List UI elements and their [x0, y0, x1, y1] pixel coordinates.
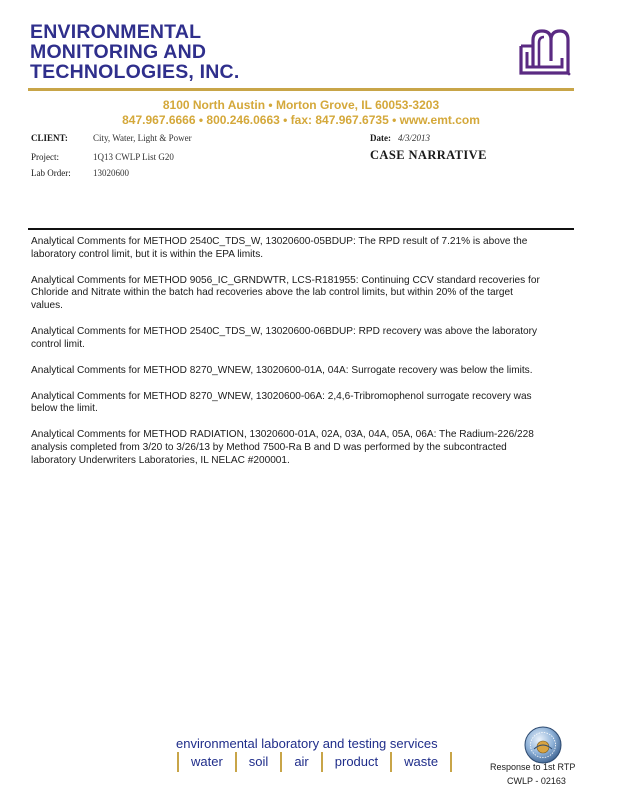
service-soil: soil	[235, 752, 281, 772]
comment-paragraph: Analytical Comments for METHOD 8270_WNEW, 13020600-01A, 04A: Surrogate recovery was below the limits.	[31, 364, 533, 376]
emt-logo-icon	[518, 26, 572, 76]
comment-paragraph: Analytical Comments for METHOD 8270_WNEW, 13020600-06A: 2,4,6-Tribromophenol surrogate recovery was below the limit.	[31, 390, 532, 415]
comments-section	[31, 236, 541, 481]
footer-tagline: environmental laboratory and testing services	[176, 736, 438, 751]
comment-paragraph: Analytical Comments for METHOD 2540C_TDS_W, 13020600-05BDUP: The RPD result of 7.21% is above the laboratory control limit, but it is within the EPA limits.	[31, 236, 528, 260]
services-list	[177, 752, 452, 772]
service-waste: waste	[390, 752, 452, 772]
response-note: Response to 1st RTP	[490, 762, 576, 772]
service-product: product	[321, 752, 390, 772]
date-value: 4/3/2013	[398, 133, 431, 143]
comment-paragraph: Analytical Comments for METHOD 9056_IC_GRNDWTR, LCS-R181955: Continuing CCV standard recoveries for Chloride and Nitrate within the batch had recoveries above the lab control limits, but within 20% of the target values.	[31, 274, 540, 311]
document-title: CASE NARRATIVE	[370, 148, 487, 162]
comment-paragraph: Analytical Comments for METHOD RADIATION, 13020600-01A, 02A, 03A, 04A, 05A, 06A: The Radium-226/228 analysis completed from 3/20 to 3/26/13 by Method 7500-Ra B and D was performed by the subcontracted laboratory Underwriters Laboratories, IL NELAC #200001.	[31, 429, 534, 466]
service-water: water	[177, 752, 235, 772]
section-divider	[28, 228, 574, 230]
client-label: CLIENT:	[31, 133, 68, 143]
accreditation-seal-icon	[524, 726, 562, 764]
date-label: Date:	[370, 133, 391, 143]
company-contact: 847.967.6666 • 800.246.0663 • fax: 847.967.6735 • www.emt.com	[122, 113, 480, 127]
client-value: City, Water, Light & Power	[93, 133, 192, 143]
comment-paragraph: Analytical Comments for METHOD 2540C_TDS_W, 13020600-06BDUP: RPD recovery was above the laboratory control limit.	[31, 325, 538, 350]
company-name-line-1: ENVIRONMENTAL	[30, 21, 202, 43]
lab-order-label: Lab Order:	[31, 168, 71, 178]
project-value: 1Q13 CWLP List G20	[93, 152, 174, 162]
service-air: air	[280, 752, 320, 772]
header-divider	[28, 88, 574, 91]
project-label: Project:	[31, 152, 59, 162]
bates-number: CWLP - 02163	[507, 776, 566, 786]
company-name	[30, 22, 239, 82]
company-name-line-2: MONITORING AND	[30, 41, 207, 63]
lab-order-value: 13020600	[93, 168, 129, 178]
company-address: 8100 North Austin • Morton Grove, IL 60053-3203	[162, 98, 440, 112]
company-name-line-3: TECHNOLOGIES, INC.	[30, 61, 240, 83]
